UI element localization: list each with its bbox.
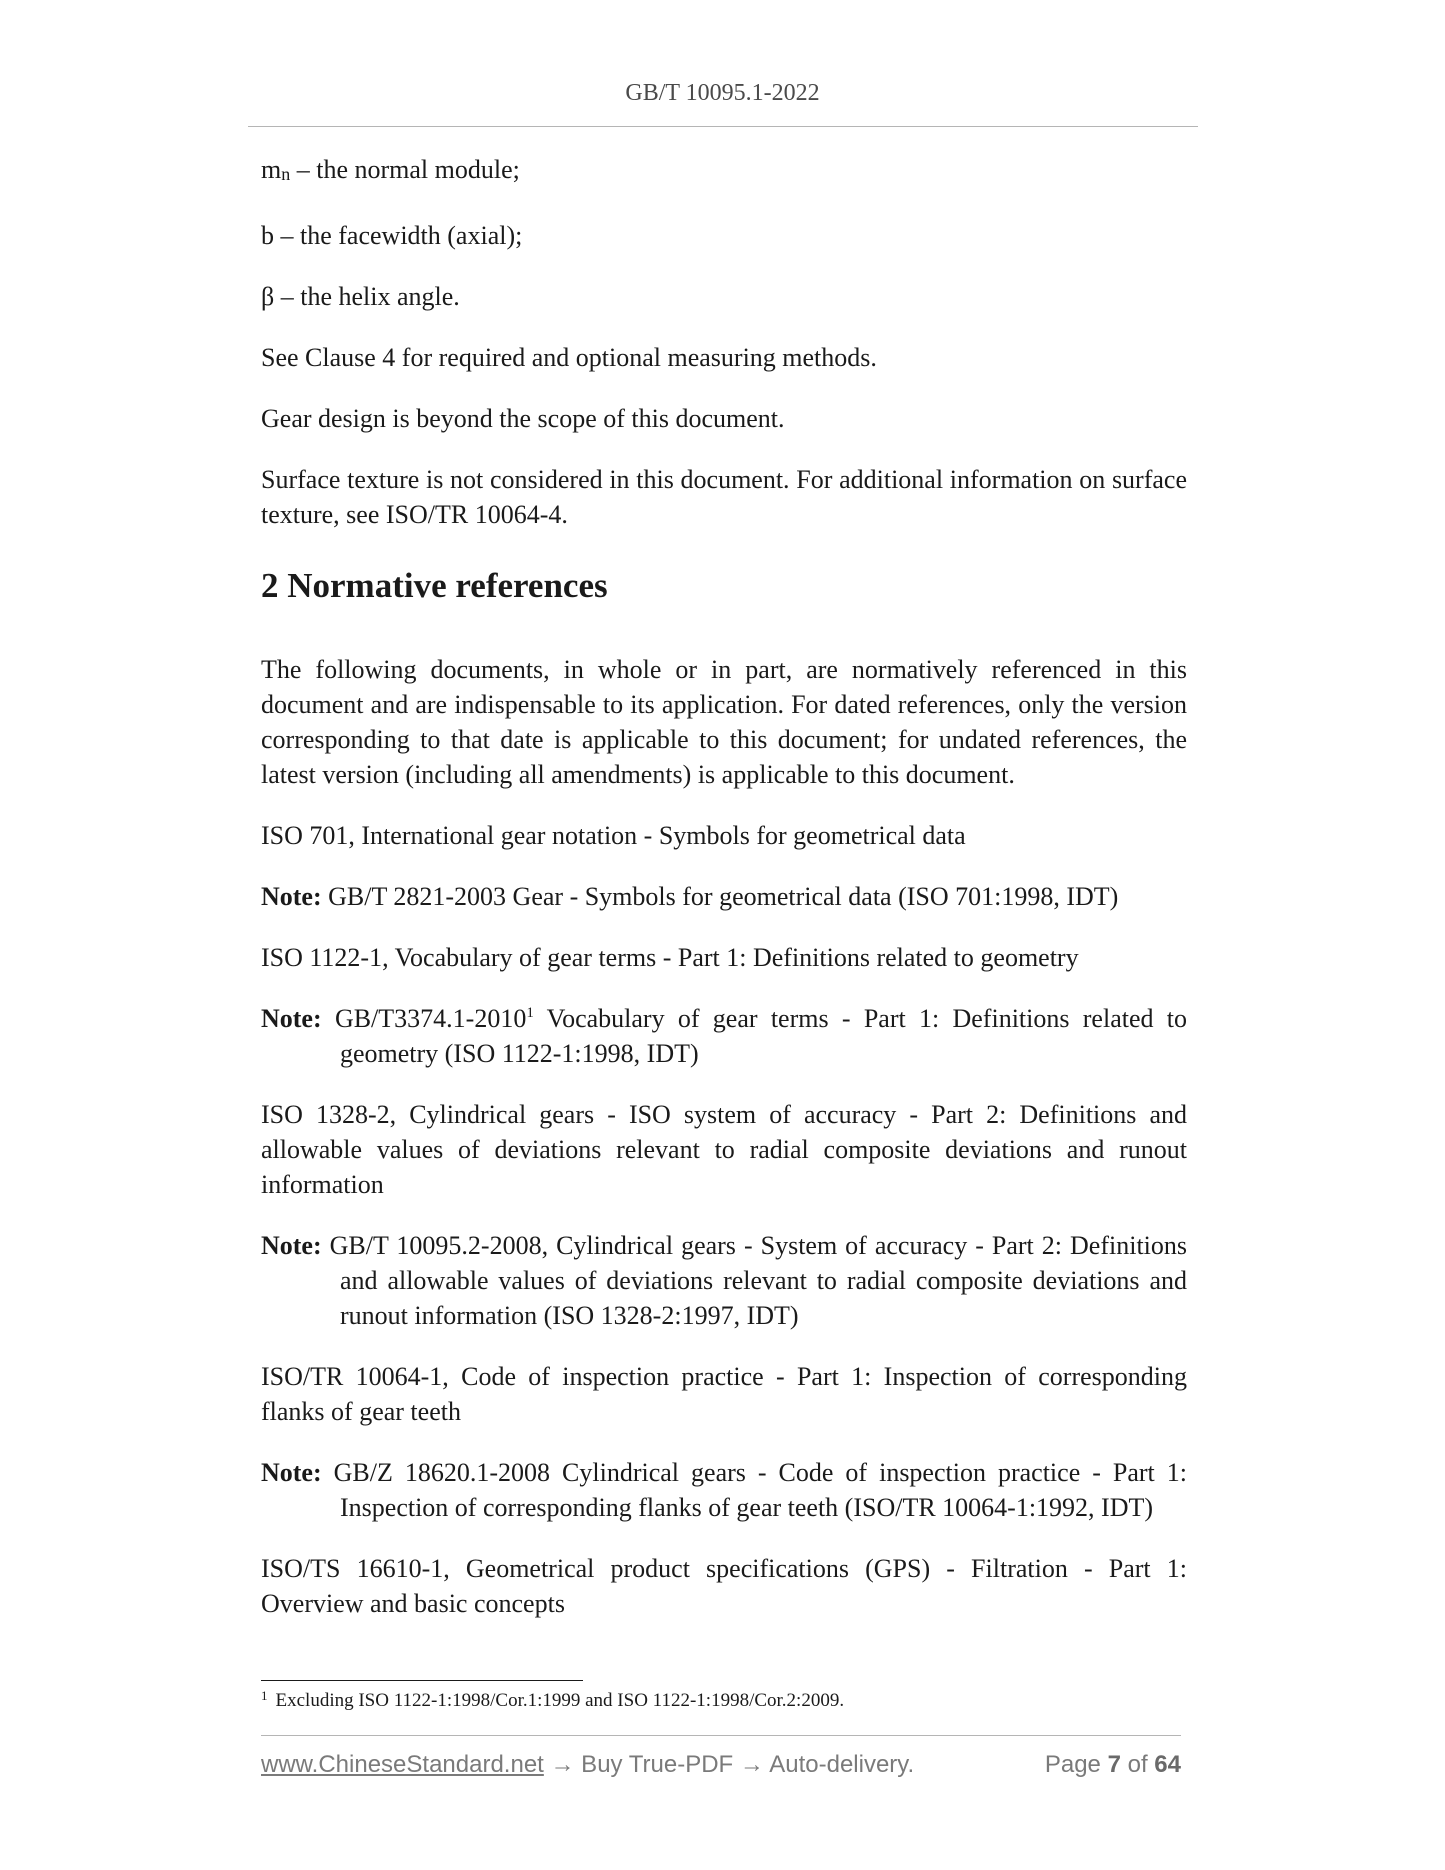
reference-iso-1328-2: ISO 1328-2, Cylindrical gears - ISO system of accuracy - Part 2: Definitions and allowable values of deviations relevant to radial composite deviations and runout information [261, 1100, 1187, 1199]
note-text: GB/Z 18620.1-2008 Cylindrical gears - Code of inspection practice - Part 1: Inspection of corresponding flanks of gear teeth (ISO/TR 10064-1:1992, IDT) [333, 1458, 1188, 1522]
note-label: Note: [261, 1004, 322, 1033]
note-gbt-3374 [261, 1001, 1187, 1071]
definition-text: – the facewidth (axial); [274, 221, 523, 250]
page-indicator [1045, 1751, 1181, 1779]
note-gbt-10095-2 [261, 1228, 1187, 1333]
definition-symbol: m [261, 155, 282, 184]
note-label: Note: [261, 882, 322, 911]
note-gbt-2821 [261, 879, 1187, 914]
section-intro: The following documents, in whole or in part, are normatively referenced in this document and are indispensable to its application. For dated references, only the version corresponding to that date is applicable to this document; for undated references, the latest version (including all amendments) is applicable to this document. [261, 655, 1187, 789]
note-label: Note: [261, 1231, 322, 1260]
document-code-header: GB/T 10095.1-2022 [625, 80, 820, 106]
page-footer [261, 1751, 1181, 1783]
reference-iso-1122-1: ISO 1122-1, Vocabulary of gear terms - Part 1: Definitions related to geometry [261, 943, 1079, 972]
paragraph-surface-texture: Surface texture is not considered in this document. For additional information on surface texture, see ISO/TR 10064-4. [261, 465, 1187, 529]
page-number: 7 [1107, 1751, 1121, 1778]
footnote-divider [261, 1680, 583, 1681]
reference-iso-ts-16610-1: ISO/TS 16610-1, Geometrical product specifications (GPS) - Filtration - Part 1: Overview and basic concepts [261, 1554, 1187, 1618]
page-total: 64 [1154, 1751, 1181, 1778]
definition-normal-module [261, 152, 1187, 192]
definition-symbol: β [261, 282, 275, 311]
definition-subscript: n [281, 164, 291, 184]
note-text: GB/T 10095.2-2008, Cylindrical gears - System of accuracy - Part 2: Definitions and allowable values of deviations relevant to radial composite deviations and runout information (ISO 1328-2:1997, IDT) [329, 1231, 1188, 1330]
definition-facewidth [261, 218, 1187, 253]
definition-symbol: b [261, 221, 274, 250]
note-text: Vocabulary of gear terms - Part 1: Definitions related to geometry (ISO 1122-1:1998, IDT) [340, 1004, 1188, 1068]
header-divider [248, 126, 1198, 127]
footnote-marker[interactable]: 1 [526, 1005, 534, 1021]
paragraph-gear-design: Gear design is beyond the scope of this document. [261, 404, 785, 433]
section-heading: 2 Normative references [261, 566, 608, 605]
note-label: Note: [261, 1458, 322, 1487]
footnote-text: Excluding ISO 1122-1:1998/Cor.1:1999 and ISO 1122-1:1998/Cor.2:2009. [275, 1690, 845, 1711]
definition-text: – the normal module; [290, 155, 520, 184]
reference-iso-tr-10064-1: ISO/TR 10064-1, Code of inspection practice - Part 1: Inspection of corresponding flanks of gear teeth [261, 1362, 1187, 1426]
website-link[interactable]: www.ChineseStandard.net [261, 1751, 544, 1778]
note-gbz-18620 [261, 1455, 1187, 1525]
definition-text: – the helix angle. [274, 282, 460, 311]
paragraph-measuring-methods: See Clause 4 for required and optional measuring methods. [261, 343, 877, 372]
page-body [261, 152, 1187, 1647]
note-text: GB/T3374.1-2010 [334, 1004, 527, 1033]
of-word: of [1127, 1751, 1148, 1778]
page-word: Page [1044, 1751, 1101, 1778]
note-text: GB/T 2821-2003 Gear - Symbols for geometrical data (ISO 701:1998, IDT) [328, 882, 1119, 911]
footer-divider [261, 1735, 1181, 1736]
footnote [261, 1688, 1187, 1714]
definition-helix-angle [261, 279, 1187, 314]
footnote-mark: 1 [261, 1688, 268, 1703]
reference-iso-701: ISO 701, International gear notation - Symbols for geometrical data [261, 821, 966, 850]
footer-tagline: → Buy True-PDF → Auto-delivery. [543, 1751, 915, 1778]
